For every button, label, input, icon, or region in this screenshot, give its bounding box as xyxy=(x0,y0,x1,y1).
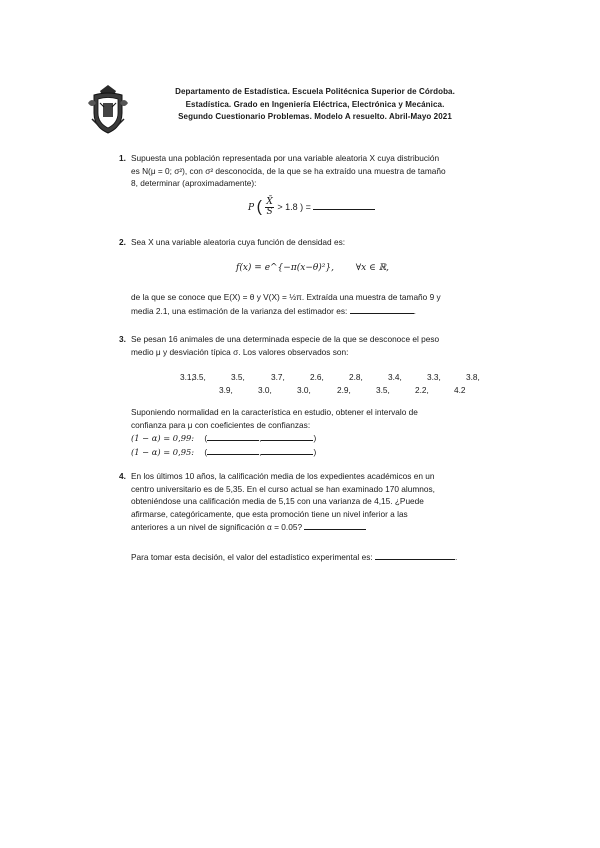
formula-denominator: S xyxy=(266,207,273,218)
question-1-number: 1. xyxy=(119,153,126,163)
question-4-statistic: Para tomar esta decisión, el valor del estadístico experimental es: . xyxy=(131,552,458,562)
question-1-line-1: Supuesta una población representada por una variable aleatoria X cuya distribución xyxy=(131,153,440,163)
question-3-line-2: medio μ y desviación típica σ. Los valores observados son: xyxy=(131,346,349,357)
question-2-text: de la que se conoce que E(X) = θ y V(X) = ½π. Extraída una muestra de tamaño 9 y media 2.1, una estimación de la varianza del estimador es: . xyxy=(131,291,516,317)
observation: 3.7, xyxy=(271,372,285,382)
question-3-number: 3. xyxy=(119,334,126,344)
question-4-line-6: Para tomar esta decisión, el valor del estadístico experimental es: xyxy=(131,552,373,562)
question-1 xyxy=(119,152,511,190)
header-line-2: Estadística. Grado en Ingeniería Eléctrica, Electrónica y Mecánica. xyxy=(185,99,445,109)
observation: 2.2, xyxy=(415,385,429,395)
interval-1-lower-blank[interactable] xyxy=(207,431,259,441)
observation: 4.2 xyxy=(454,385,466,395)
observation: 3.5, xyxy=(192,372,206,382)
question-4-line-1: En los últimos 10 años, la calificación media de los expedientes académicos en un xyxy=(131,471,435,481)
question-2 xyxy=(119,236,511,249)
density-function: f(x) = e^{−π(x−θ)²}, xyxy=(236,263,334,273)
observation: 3.4, xyxy=(388,372,402,382)
observation: 3.9, xyxy=(219,385,233,395)
question-3 xyxy=(119,333,511,358)
header-line-3: Segundo Cuestionario Problemas. Modelo A resuelto. Abril-Mayo 2021 xyxy=(178,112,452,121)
question-4-line-5: anteriores a un nivel de significación α = 0.05? xyxy=(131,522,303,532)
observation: 2.9, xyxy=(337,385,351,395)
question-4-number: 4. xyxy=(119,471,126,481)
observation: 3.8, xyxy=(466,372,480,382)
question-3-text: Suponiendo normalidad en la característica en estudio, obtener el intervalo de confianza para μ con coeficientes de confianzas: (1 − α) = 0,99: ( , ) (1 − α) = 0,95: ( , ) xyxy=(131,406,511,458)
header-line-1: Departamento de Estadística. Escuela Politécnica Superior de Córdoba. xyxy=(175,87,455,96)
question-2-number: 2. xyxy=(119,237,126,247)
question-3-line-1: Se pesan 16 animales de una determinada especie de la que se desconoce el peso xyxy=(131,334,440,344)
question-2-line-1: Sea X una variable aleatoria cuya función de densidad es: xyxy=(131,237,346,247)
confidence-level-1: (1 − α) = 0,99: xyxy=(131,433,195,443)
question-2-line-3: media 2.1, una estimación de la varianza del estimador es: xyxy=(131,305,348,316)
formula-rest: > 1.8 ) = xyxy=(277,202,311,212)
formula-p: P xyxy=(248,203,255,213)
observation: 2.8, xyxy=(349,372,363,382)
statistic-answer-blank[interactable] xyxy=(375,550,455,560)
observation: 3.5, xyxy=(376,385,390,395)
interval-2-lower-blank[interactable] xyxy=(207,445,259,455)
question-1-answer-blank[interactable] xyxy=(313,200,375,210)
document-header xyxy=(130,86,500,124)
interval-1-upper-blank[interactable] xyxy=(261,431,313,441)
question-3-line-3: Suponiendo normalidad en la característica en estudio, obtener el intervalo de xyxy=(131,407,418,417)
interval-2-upper-blank[interactable] xyxy=(261,445,313,455)
observation: 2.6, xyxy=(310,372,324,382)
question-4-line-4: afirmarse, categóricamente, que esta promoción tiene un nivel inferior a las xyxy=(131,508,408,519)
formula-numerator: X̄ xyxy=(266,197,273,208)
question-1-line-2: es N(μ = 0; σ²), con σ² desconocida, de la que se ha extraído una muestra de tamaño xyxy=(131,165,446,176)
question-4 xyxy=(119,470,511,534)
question-2-answer-blank[interactable] xyxy=(350,304,414,314)
question-4-line-2: centro universitario es de 5,35. En el curso actual se han examinado 170 alumnos, xyxy=(131,483,435,494)
observation: 3.5, xyxy=(231,372,245,382)
density-domain: ∀x ∈ ℝ, xyxy=(355,263,389,273)
question-2-density xyxy=(236,262,406,275)
question-1-line-3: 8, determinar (aproximadamente): xyxy=(131,178,257,188)
observation: 3.0, xyxy=(258,385,272,395)
formula-fraction xyxy=(265,198,273,217)
observation: 3.1, xyxy=(180,372,194,382)
confidence-level-2: (1 − α) = 0,95: xyxy=(131,446,195,457)
question-4-answer-blank[interactable] xyxy=(304,520,366,530)
question-1-formula: P ( $\frac{X̄}{S}$ > 1.8 ) = xyxy=(248,195,398,220)
question-3-line-4: confianza para μ con coeficientes de confianzas: xyxy=(131,419,311,430)
university-crest-icon xyxy=(86,83,130,137)
observation: 3.0, xyxy=(297,385,311,395)
question-2-line-2: de la que se conoce que E(X) = θ y V(X) = ½π. Extraída una muestra de tamaño 9 y xyxy=(131,292,441,302)
question-4-line-3: obteniéndose una calificación media de 5,15 con una varianza de 4,15. ¿Puede xyxy=(131,496,424,506)
observation: 3.3, xyxy=(427,372,441,382)
